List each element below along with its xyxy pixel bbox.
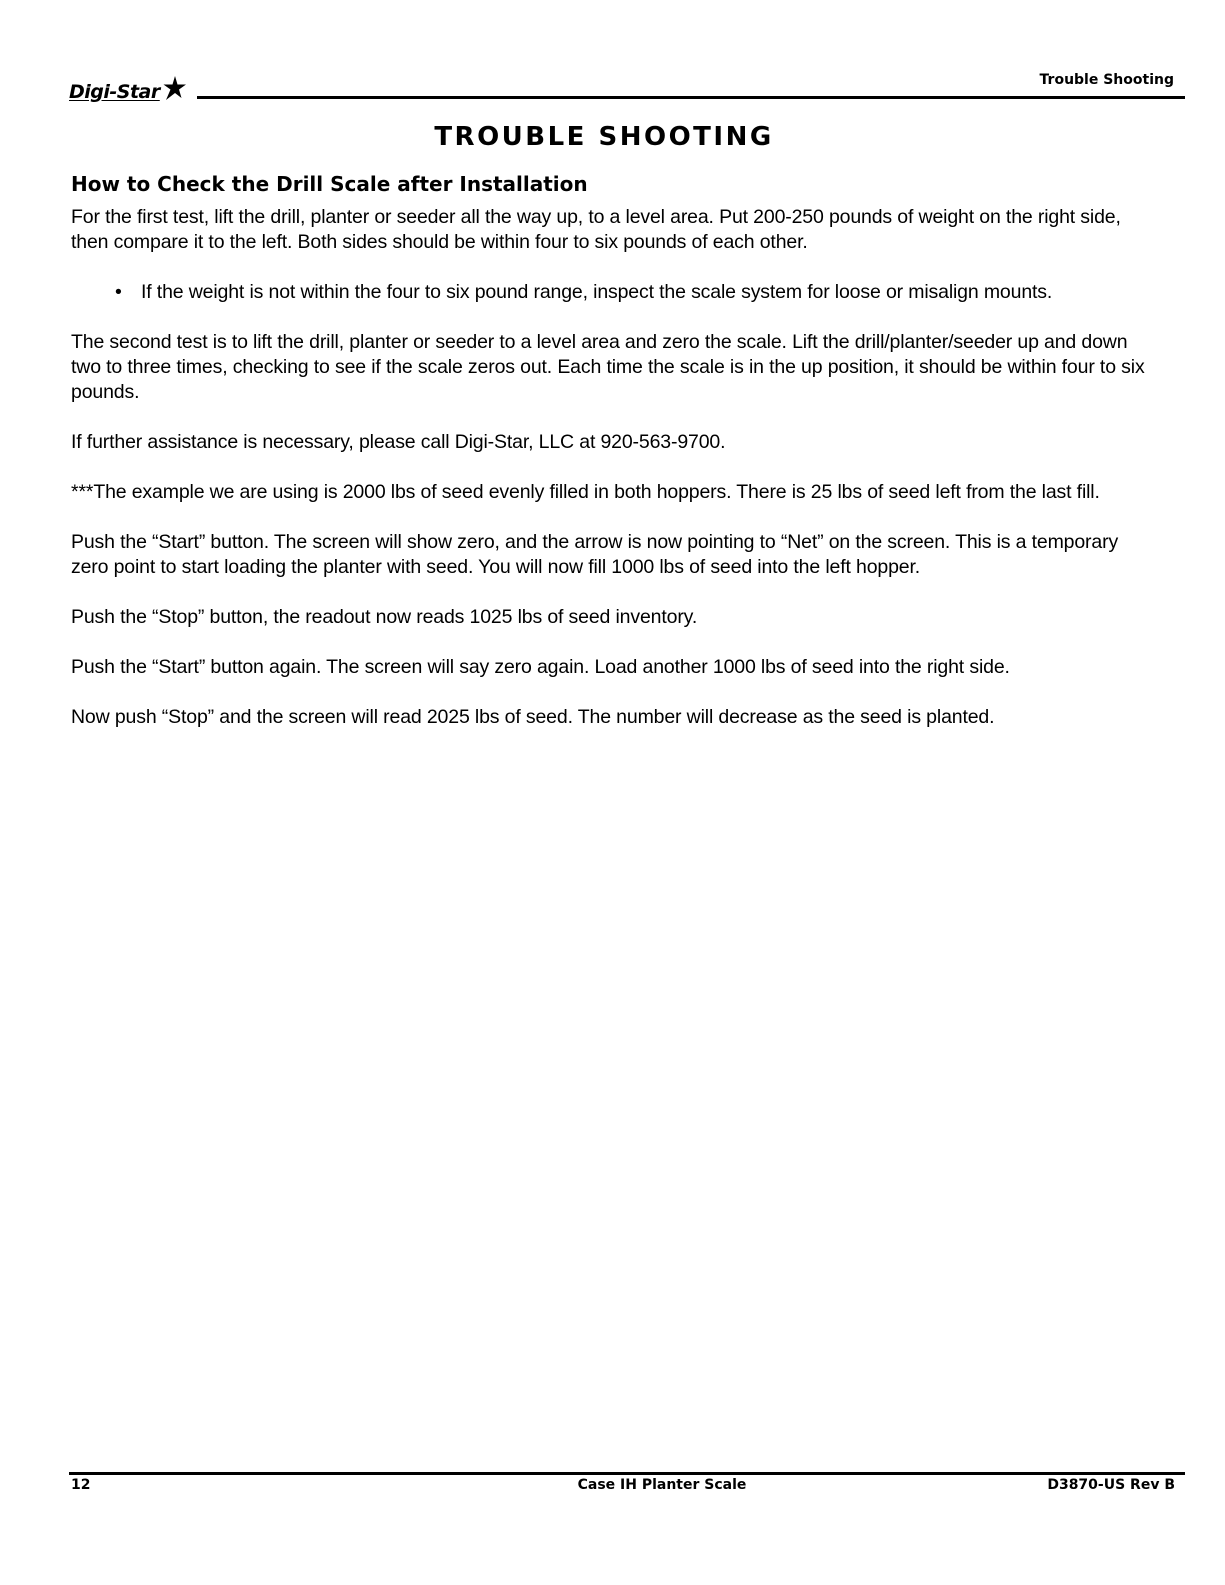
page-header — [69, 68, 1185, 102]
footer-doc-code: D3870-US Rev B — [1047, 1477, 1175, 1493]
paragraph-assistance: If further assistance is necessary, please call Digi-Star, LLC at 920-563-9700. — [71, 431, 726, 453]
list-item — [71, 280, 1151, 305]
page-footer — [69, 1478, 1175, 1498]
section-heading: How to Check the Drill Scale after Installation — [71, 172, 588, 196]
page-number: 12 — [71, 1477, 91, 1493]
header-rule — [197, 96, 1185, 99]
bullet-list — [71, 280, 1151, 305]
paragraph-stop: Push the “Stop” button, the readout now reads 1025 lbs of seed inventory. — [71, 606, 698, 628]
bullet-icon: • — [115, 281, 122, 303]
logo-text: Digi-Star — [69, 81, 160, 103]
footer-rule — [69, 1472, 1185, 1475]
page-title: TROUBLE SHOOTING — [434, 122, 774, 152]
paragraph-second-test: The second test is to lift the drill, planter or seeder to a level area and zero the scale. Lift the drill/planter/seeder up and down two to three times, checking to see if the scale zeros out. Each time the scale is in the up position, it should be within four to six pounds. — [71, 331, 1145, 403]
paragraph-example: ***The example we are using is 2000 lbs of seed evenly filled in both hoppers. There is 25 lbs of seed left from the last fill. — [71, 481, 1100, 503]
header-section-title: Trouble Shooting — [1039, 72, 1174, 88]
paragraph-start: Push the “Start” button. The screen will show zero, and the arrow is now pointing to “Net” on the screen. This is a temporary zero point to start loading the planter with seed. You will now fill 1000 lbs of seed into the left hopper. — [71, 531, 1119, 578]
paragraph-start-again: Push the “Start” button again. The screen will say zero again. Load another 1000 lbs of seed into the right side. — [71, 656, 1010, 678]
digi-star-logo — [69, 74, 186, 102]
paragraph-first-test: For the first test, lift the drill, planter or seeder all the way up, to a level area. Put 200-250 pounds of weight on the right side, then compare it to the left. Both sides should be within four to six pounds of each other. — [71, 206, 1121, 253]
star-icon — [158, 75, 186, 101]
paragraph-final: Now push “Stop” and the screen will read 2025 lbs of seed. The number will decrease as the seed is planted. — [71, 706, 995, 728]
bullet-text: If the weight is not within the four to six pound range, inspect the scale system for loose or misalign mounts. — [141, 281, 1053, 303]
body-content — [71, 205, 1151, 755]
footer-doc-title: Case IH Planter Scale — [577, 1477, 747, 1493]
